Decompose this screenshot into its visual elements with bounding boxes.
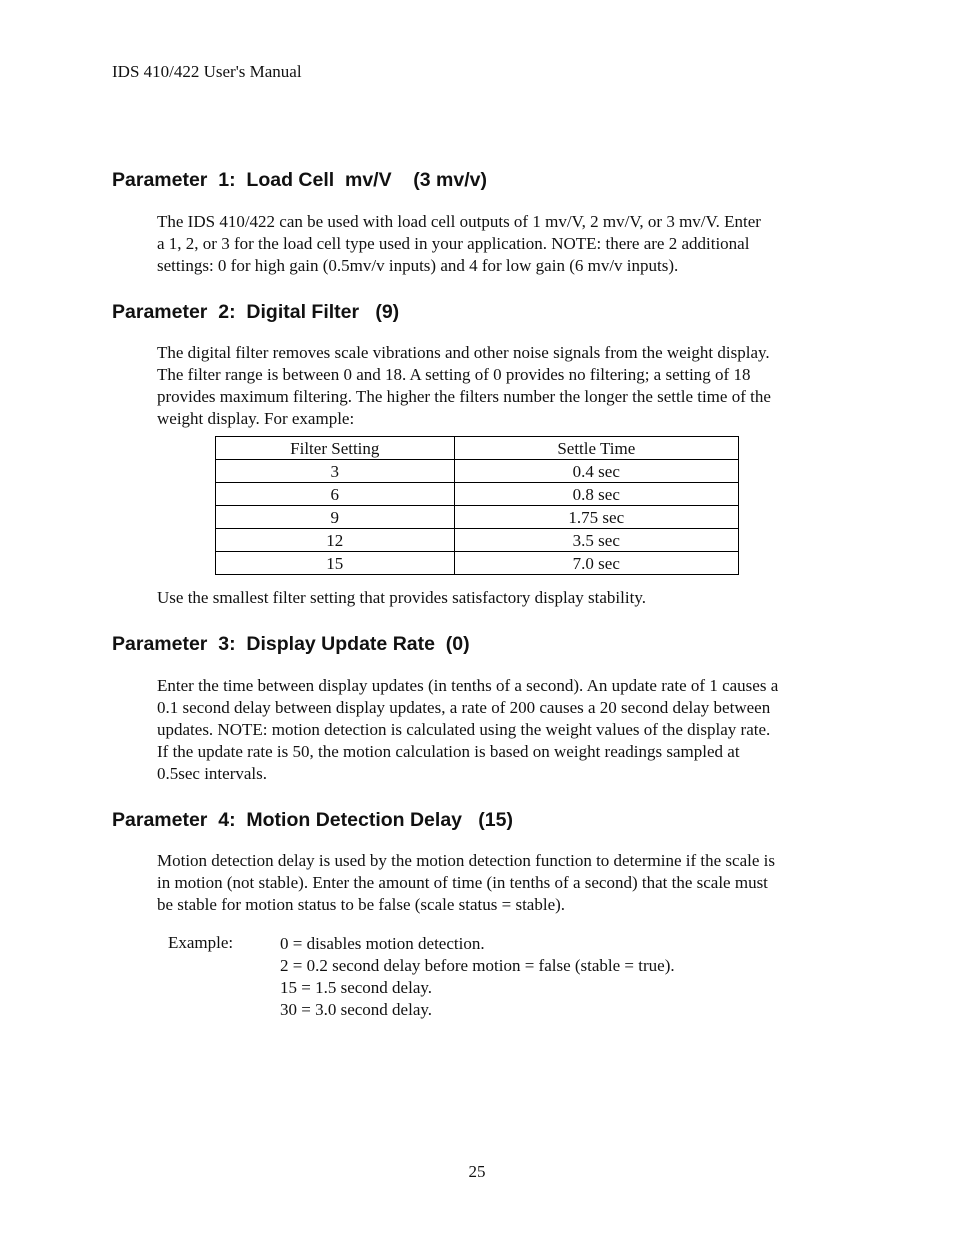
text-line: updates. NOTE: motion detection is calculated using the weight values of the display rate. [157,720,771,739]
table-cell: 1.75 sec [454,506,738,529]
table-cell: 0.4 sec [454,460,738,483]
text-line: If the update rate is 50, the motion calculation is based on weight readings sampled at [157,742,740,761]
text-line: The IDS 410/422 can be used with load cell outputs of 1 mv/V, 2 mv/V, or 3 mv/V. Enter [157,212,761,231]
table-cell: 9 [216,506,455,529]
table-cell: 7.0 sec [454,552,738,575]
text-line: Enter the time between display updates (in tenths of a second). An update rate of 1 causes a [157,676,779,695]
text-line: be stable for motion status to be false (scale status = stable). [157,895,566,914]
page-number: 25 [468,1162,486,1181]
table-cell: 3 [216,460,455,483]
running-header: IDS 410/422 User's Manual [112,62,302,81]
text-line: The digital filter removes scale vibrations and other noise signals from the weight display. [157,343,770,362]
heading-parameter-3: Parameter 3: Display Update Rate (0) [112,633,470,655]
text-line: Motion detection delay is used by the motion detection function to determine if the scale is [157,851,775,870]
table-row [216,529,739,552]
text-line: provides maximum filtering. The higher the filters number the longer the settle time of the [157,387,771,406]
paragraph-parameter-3 [157,675,847,785]
text-line: settings: 0 for high gain (0.5mv/v inputs) and 4 for low gain (6 mv/v inputs). [157,256,679,275]
paragraph-parameter-4 [157,850,847,916]
filter-settle-table [215,436,739,575]
heading-parameter-4: Parameter 4: Motion Detection Delay (15) [112,809,513,831]
list-item: 15 = 1.5 second delay. [280,978,433,997]
paragraph-filter-advice [157,587,847,609]
text-line: in motion (not stable). Enter the amount of time (in tenths of a second) that the scale must [157,873,768,892]
paragraph-parameter-2 [157,342,847,430]
list-item: 2 = 0.2 second delay before motion = false (stable = true). [280,956,675,975]
heading-parameter-2: Parameter 2: Digital Filter (9) [112,301,400,323]
table-cell: 15 [216,552,455,575]
table-row [216,552,739,575]
table-cell: 0.8 sec [454,483,738,506]
table-header-row [216,437,739,460]
table-row [216,506,739,529]
table-row [216,460,739,483]
table-cell: 12 [216,529,455,552]
heading-parameter-1: Parameter 1: Load Cell mv/V (3 mv/v) [112,169,487,191]
text-line: Use the smallest filter setting that provides satisfactory display stability. [157,588,646,607]
list-item: 30 = 3.0 second delay. [280,1000,433,1019]
paragraph-parameter-1 [157,211,847,277]
text-line: a 1, 2, or 3 for the load cell type used in your application. NOTE: there are 2 additional [157,234,750,253]
text-line: 0.5sec intervals. [157,764,267,783]
table-cell: 3.5 sec [454,529,738,552]
text-line: 0.1 second delay between display updates, a rate of 200 causes a 20 second delay between [157,698,771,717]
list-item: 0 = disables motion detection. [280,934,485,953]
column-header-settle-time: Settle Time [454,437,738,460]
table-row [216,483,739,506]
example-list [280,933,675,1021]
text-line: weight display. For example: [157,409,355,428]
text-line: The filter range is between 0 and 18. A setting of 0 provides no filtering; a setting of 18 [157,365,751,384]
table-cell: 6 [216,483,455,506]
column-header-filter-setting: Filter Setting [216,437,455,460]
example-label: Example: [168,933,234,952]
